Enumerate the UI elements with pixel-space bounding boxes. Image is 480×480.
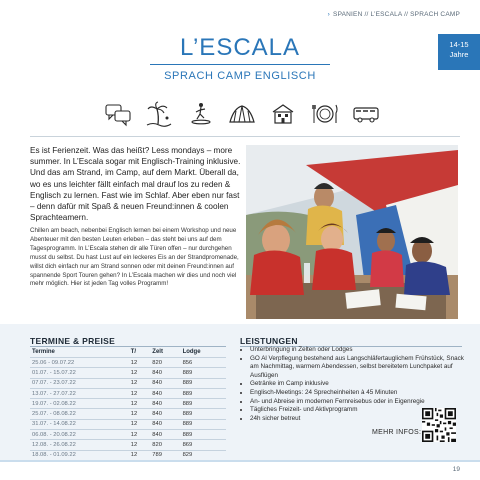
tent-price-cell: 840	[150, 388, 180, 398]
nights-cell: 12	[129, 378, 151, 388]
section-divider	[30, 136, 460, 137]
tent-price-cell: 820	[150, 358, 180, 368]
lodge-price-cell: 889	[181, 430, 226, 440]
table-row	[30, 378, 226, 388]
breadcrumb-text: SPANIEN // L’ESCALA // SPRACH CAMP	[333, 11, 460, 18]
date-cell: 19.07. - 02.08.22	[30, 399, 129, 409]
date-cell: 01.07. - 15.07.22	[30, 368, 129, 378]
nights-cell: 12	[129, 450, 151, 460]
column-header: T/	[130, 349, 137, 355]
qr-code-icon[interactable]	[422, 408, 456, 442]
prices-divider	[30, 346, 226, 347]
lodge-price-cell: 829	[181, 450, 226, 460]
column-header: Zelt	[152, 349, 163, 355]
coach-bus-icon	[352, 100, 380, 128]
nights-cell: 12	[129, 430, 151, 440]
column-header: Lodge	[182, 349, 201, 355]
tent-price-cell: 840	[150, 368, 180, 378]
table-row	[30, 419, 226, 429]
date-cell: 06.08. - 20.08.22	[30, 430, 129, 440]
page-subtitle: SPRACH CAMP ENGLISCH	[164, 70, 316, 82]
table-row	[30, 409, 226, 419]
more-info-label: MEHR INFOS:	[372, 429, 422, 436]
age-badge	[438, 34, 480, 70]
nights-cell: 12	[129, 440, 151, 450]
lodge-price-cell: 889	[181, 378, 226, 388]
list-item: • Englisch-Meetings: 24 Sprecheinheiten à 45 Minuten	[250, 389, 472, 398]
list-item: • 24h sicher betreut	[250, 415, 472, 424]
nights-cell: 12	[129, 409, 151, 419]
page-number: 19	[452, 466, 460, 473]
beach-palm-icon	[145, 100, 173, 128]
table-row	[30, 368, 226, 378]
nights-cell: 12	[129, 368, 151, 378]
nights-cell: 12	[129, 419, 151, 429]
breadcrumb	[328, 11, 460, 18]
nights-cell: 12	[129, 399, 151, 409]
page-title: L’ESCALA	[179, 34, 301, 61]
tent-price-cell: 820	[150, 440, 180, 450]
lodge-price-cell: 889	[181, 399, 226, 409]
tent-icon	[228, 100, 256, 128]
services-title: LEISTUNGEN	[240, 336, 298, 346]
nights-cell: 12	[129, 358, 151, 368]
lodge-price-cell: 889	[181, 419, 226, 429]
table-row	[30, 430, 226, 440]
date-cell: 31.07. - 14.08.22	[30, 419, 129, 429]
lodge-price-cell: 889	[181, 368, 226, 378]
body-text: Chillen am beach, nebenbei Englisch lernen bei einem Workshop und neue Abenteuer mit den besten Leuten erleben – das steht bei uns auf dem Tagesprogramm. In L’Escala stehen dir alle Türen offen – nur durchgehen musst du selbst. Du hast Lust auf ein leckeres Eis an der Strandpromenade, willst dich einfach nur am Strand sonnen oder mit deinen Freund:innen auf spannende Sport Touren gehen? In L’Escala machen wir dies und noch viel mehr möglich. Hier ist jeden Tag volles Programm!	[30, 227, 239, 288]
tent-price-cell: 789	[150, 450, 180, 460]
list-item: • Tägliches Freizeit- und Aktivprogramm	[250, 406, 472, 415]
intro-text: Es ist Ferienzeit. Was das heißt? Less mondays – more summer. In L’Escala sogar mit Englisch-Training inklusive. Und das am Strand, im Camp, auf dem Markt. Überall da, wo es uns leichter fällt einfach mal drauf los zu reden & Englisch zu lernen. Fast wie im Schlaf. Aber eben nur fast – denn dafür mit Spaß & neuen Freund:innen & coolen Sprachteamern.	[30, 146, 241, 223]
camp-photo	[246, 145, 458, 319]
table-row	[30, 358, 226, 368]
title-divider	[150, 64, 330, 65]
speech-bubbles-icon	[104, 100, 132, 128]
date-cell: 18.08. - 01.09.22	[30, 450, 129, 460]
amenity-icons	[104, 96, 380, 132]
tent-price-cell: 840	[150, 399, 180, 409]
age-range: 14-15	[449, 40, 469, 49]
tent-price-cell: 840	[150, 419, 180, 429]
list-item: • GO Al Verpflegung bestehend aus Langschläfertauglichem Frühstück, Snack am Nachmittag, warmem Abendessen, selbst bereitetem Lunchpaket auf Ausflügen	[250, 355, 472, 381]
cutlery-icon	[311, 100, 339, 128]
date-cell: 13.07. - 27.07.22	[30, 388, 129, 398]
surfer-icon	[187, 100, 215, 128]
footer-bar	[0, 460, 480, 462]
list-item: • Getränke im Camp inklusive	[250, 380, 472, 389]
lodge-price-cell: 889	[181, 409, 226, 419]
table-row	[30, 440, 226, 450]
date-cell: 25.06 - 09.07.22	[30, 358, 129, 368]
date-cell: 12.08. - 26.08.22	[30, 440, 129, 450]
lodge-price-cell: 869	[181, 440, 226, 450]
breadcrumb-marker: ›	[327, 11, 331, 18]
table-header-row	[30, 348, 226, 358]
table-row	[30, 450, 226, 460]
prices-table	[30, 348, 226, 460]
lodge-price-cell: 889	[181, 388, 226, 398]
column-header: Termine	[32, 349, 55, 355]
table-row	[30, 399, 226, 409]
tent-price-cell: 840	[150, 430, 180, 440]
list-item: • An- und Abreise im modernen Fernreisebus oder in Eigenregie	[250, 398, 472, 407]
table-row	[30, 388, 226, 398]
list-item: • Unterbringung in Zelten oder Lodges	[250, 346, 472, 355]
date-cell: 07.07. - 23.07.22	[30, 378, 129, 388]
building-icon	[269, 100, 297, 128]
lodge-price-cell: 856	[181, 358, 226, 368]
tent-price-cell: 840	[150, 409, 180, 419]
age-unit: Jahre	[449, 50, 469, 59]
tent-price-cell: 840	[150, 378, 180, 388]
nights-cell: 12	[129, 388, 151, 398]
date-cell: 25.07. - 08.08.22	[30, 409, 129, 419]
prices-title: TERMINE & PREISE	[30, 336, 116, 346]
